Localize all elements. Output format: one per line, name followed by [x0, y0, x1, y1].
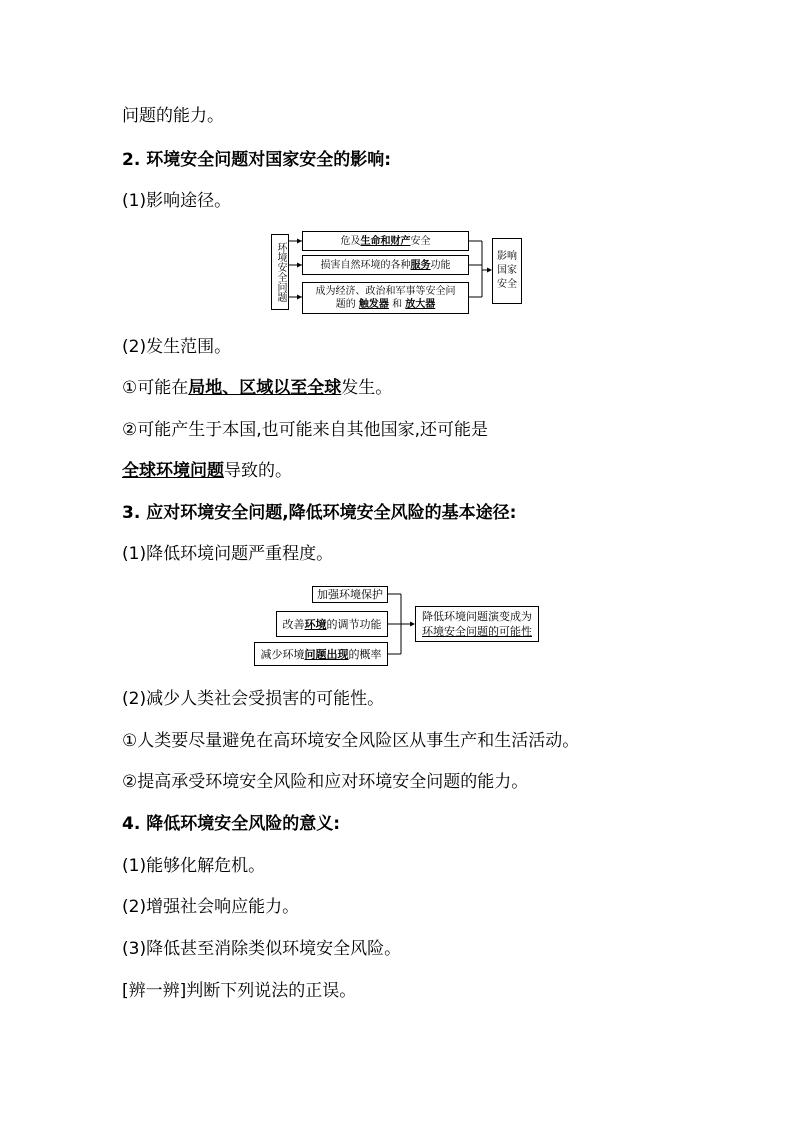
- subsection-3-2: (2)减少人类社会受损害的可能性。: [122, 689, 385, 709]
- diagram2-box-3: 减少环境 问题出现 的概率: [254, 642, 388, 666]
- subsection-2: (2)发生范围。: [122, 337, 232, 357]
- reduce-item-2: ②提高承受环境安全风险和应对环境安全问题的能力。: [122, 772, 529, 792]
- significance-3: (3)降低甚至消除类似环境安全风险。: [122, 939, 402, 959]
- section-heading-4: 4. 降低环境安全风险的意义:: [122, 814, 341, 834]
- subsection-1: (1)影响途径。: [122, 191, 232, 211]
- reduce-item-1: ①人类要尽量避免在高环境安全风险区从事生产和生活活动。: [122, 731, 580, 751]
- section-heading-3: 3. 应对环境安全问题,降低环境安全风险的基本途径:: [122, 503, 517, 523]
- diagram1-row-2: 损害自然环境的各种 服务 功能: [302, 255, 469, 275]
- range-item-2: ②可能产生于本国,也可能来自其他国家,还可能是: [122, 420, 489, 440]
- range-item-1: ①可能在局地、区域以至全球发生。: [122, 378, 393, 398]
- section-heading-2: 2. 环境安全问题对国家安全的影响:: [122, 150, 392, 170]
- significance-1: (1)能够化解危机。: [122, 856, 266, 876]
- diagram2-box-1: 加强环境保护: [312, 586, 388, 603]
- diagram2-box-2: 改善 环境 的调节功能: [276, 611, 388, 637]
- judge-prompt: [辨一辨]判断下列说法的正误。: [122, 981, 357, 1001]
- significance-2: (2)增强社会响应能力。: [122, 897, 300, 917]
- diagram1-left-box: 环境安全问题: [271, 234, 289, 310]
- diagram1-row-3: 成为经济、政治和军事等安全问 题的 触发器 和 放大器: [302, 282, 469, 314]
- subsection-3-1: (1)降低环境问题严重程度。: [122, 544, 334, 564]
- paragraph-continuation: 问题的能力。: [122, 106, 224, 126]
- diagram2-result-box: 降低环境问题演变成为 环境安全问题的可能性: [415, 606, 539, 642]
- diagram1-right-box: 影响国家安全: [492, 238, 522, 304]
- diagram1-row-1: 危及 生命和财产 安全: [302, 231, 469, 251]
- range-item-2-cont: 全球环境问题导致的。: [122, 461, 292, 481]
